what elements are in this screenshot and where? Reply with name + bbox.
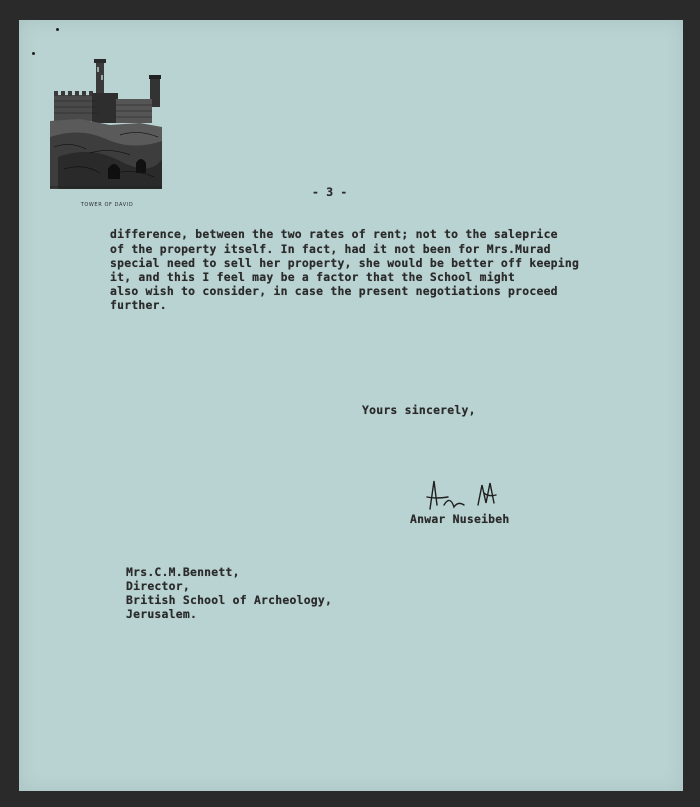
signer-name: Anwar Nuseibeh [410,512,510,526]
addressee-city: Jerusalem. [126,607,198,621]
page-number: - 3 - [312,185,348,199]
body-line: it, and this I feel may be a factor that the School might [110,270,516,284]
addressee-name: Mrs.C.M.Bennett, [126,565,240,579]
body-line: also wish to consider, in case the present negotiations proceed [110,284,558,298]
body-line: further. [110,298,167,312]
ink-speck [32,52,35,55]
addressee-title: Director, [126,579,190,593]
body-line: of the property itself. In fact, had it not been for Mrs.Murad [110,242,551,256]
handwritten-signature [424,475,504,515]
body-line: difference, between the two rates of rent; not to the saleprice [110,227,558,241]
tower-of-david-illustration [50,57,162,189]
addressee-organization: British School of Archeology, [126,593,333,607]
closing-salutation: Yours sincerely, [362,403,476,417]
body-line: special need to sell her property, she would be better off keeping [110,256,580,270]
ink-speck [56,28,59,31]
letterhead-caption: TOWER OF DAVID [80,202,134,208]
